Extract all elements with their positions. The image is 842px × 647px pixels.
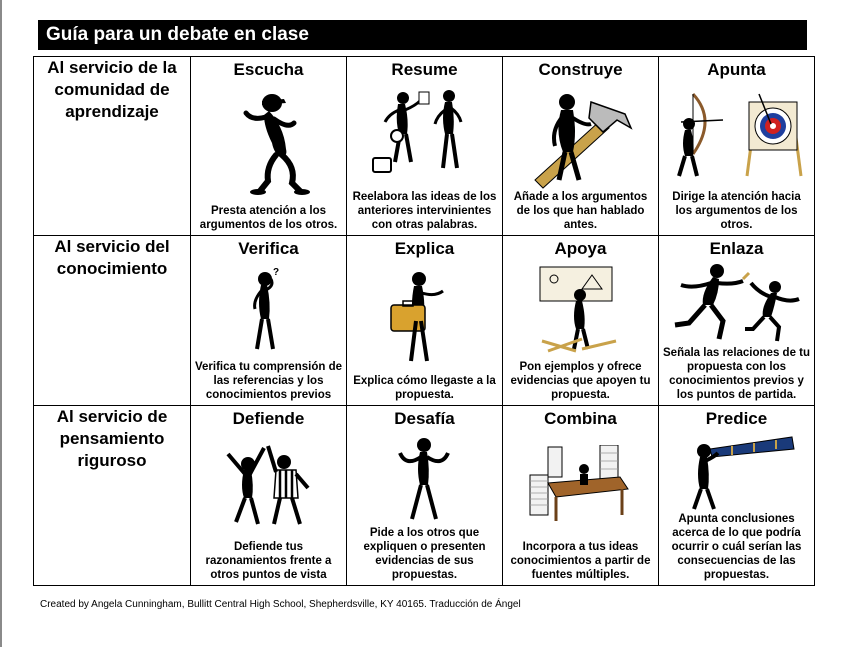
cell-description: Verifica tu comprensión de las referencias y los conocimientos previos (195, 361, 342, 401)
verb-title: Apoya (554, 239, 607, 258)
cell-desafia (347, 406, 503, 586)
page-title: Guía para un debate en clase (38, 20, 807, 50)
support-figure-icon (503, 259, 658, 360)
verb-title: Combina (544, 409, 617, 428)
table-row (34, 406, 815, 586)
verb-title: Verifica (238, 239, 299, 258)
cell-construye (503, 57, 659, 236)
table-row (34, 236, 815, 406)
cell-combina (503, 406, 659, 586)
listening-figure-icon (191, 80, 346, 204)
debate-guide-table (33, 56, 815, 586)
hammer-figure-icon (503, 80, 658, 190)
cell-predice (659, 406, 815, 586)
cell-description: Pide a los otros que expliquen o presenten evidencias de sus propuestas. (363, 527, 486, 581)
verb-title: Explica (394, 239, 455, 258)
telescope-figure-icon (659, 429, 814, 512)
table-row (34, 57, 815, 236)
cell-description: Añade a los argumentos de los que han hablado antes. (513, 191, 648, 231)
cell-description: Defiende tus razonamientos frente a otros puntos de vista (205, 541, 332, 581)
summarizing-figures-icon (347, 80, 502, 190)
row-label: Al servicio de pensamiento riguroso (34, 406, 191, 586)
cell-description: Reelabora las ideas de los anteriores intervinientes con otras palabras. (352, 191, 497, 231)
credit-line: Created by Angela Cunningham, Bullitt Central High School, Shepherdsville, KY 40165. Traducción de Ángel (40, 599, 521, 610)
cell-description: Apunta conclusiones acerca de lo que podría ocurrir o cuál serían las consecuencias de las propuestas. (671, 513, 802, 581)
relay-runners-icon (659, 259, 814, 346)
cell-escucha (191, 57, 347, 236)
briefcase-figure-icon (347, 259, 502, 374)
verb-title: Defiende (232, 409, 305, 428)
verb-title: Enlaza (709, 239, 764, 258)
cell-description: Dirige la atención hacia los argumentos de los otros. (672, 191, 801, 231)
verb-title: Construye (538, 60, 623, 79)
row-label: Al servicio del conocimiento (34, 236, 191, 406)
cell-description: Pon ejemplos y ofrece evidencias que apoyen tu propuesta. (510, 361, 651, 401)
cell-defiende (191, 406, 347, 586)
archer-target-icon (659, 80, 814, 190)
cell-apunta (659, 57, 815, 236)
svg-text:?: ? (272, 266, 279, 278)
verb-title: Predice (705, 409, 768, 428)
referee-figures-icon (191, 429, 346, 540)
cell-enlaza (659, 236, 815, 406)
verb-title: Resume (391, 60, 458, 79)
cell-description: Señala las relaciones de tu propuesta con los conocimientos previos y los puntos de partida. (663, 347, 811, 401)
cell-description: Explica cómo llegaste a la propuesta. (353, 375, 496, 401)
cell-verifica (191, 236, 347, 406)
cell-apoya (503, 236, 659, 406)
desk-papers-icon (503, 429, 658, 540)
verb-title: Apunta (707, 60, 766, 79)
challenging-figure-icon (347, 429, 502, 526)
thinking-figure-icon (191, 259, 346, 360)
verb-title: Escucha (233, 60, 304, 79)
cell-explica (347, 236, 503, 406)
cell-resume (347, 57, 503, 236)
page-edge (0, 0, 2, 647)
cell-description: Presta atención a los argumentos de los otros. (199, 205, 338, 231)
cell-description: Incorpora a tus ideas conocimientos a partir de fuentes múltiples. (510, 541, 651, 581)
row-label: Al servicio de la comunidad de aprendizaje (34, 57, 191, 236)
verb-title: Desafía (394, 409, 455, 428)
